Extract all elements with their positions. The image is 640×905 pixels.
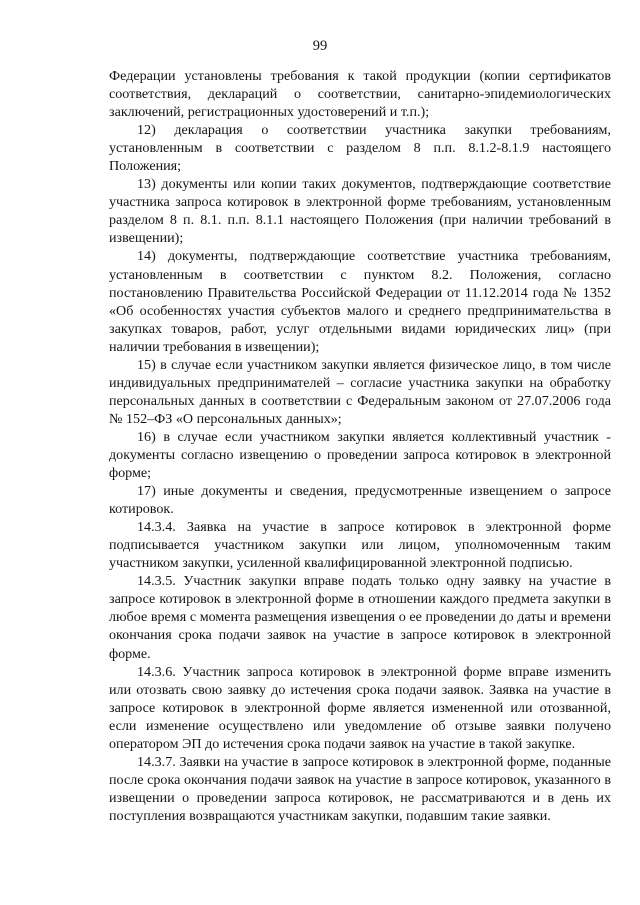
list-item-15: 15) в случае если участником закупки является физическое лицо, в том числе индивидуальных предпринимателей – согласие участника закупки на обработку персональных данных в соответствии с Федеральным законом от 27.07.2006 года № 152–ФЗ «О персональных данных»; — [109, 356, 611, 427]
list-item-17: 17) иные документы и сведения, предусмотренные извещением о запросе котировок. — [109, 483, 611, 518]
document-body — [109, 67, 611, 825]
list-item-14: 14) документы, подтверждающие соответствие участника требованиям, установленным в соответствии с пунктом 8.2. Положения, согласно постановлению Правительства Российской Федерации от 11.12.2014 года № 1352 «Об особенностях участия субъектов малого и среднего предпринимательства в закупках товаров, работ, услуг отдельными видами юридических лиц» (при наличии требования в извещении); — [109, 248, 611, 355]
clause-14-3-4: 14.3.4. Заявка на участие в запросе котировок в электронной форме подписывается участником закупки или лицом, уполномоченным таким участником закупки, усиленной квалифицированной электронной подписью. — [109, 519, 611, 572]
clause-14-3-5: 14.3.5. Участник закупки вправе подать только одну заявку на участие в запросе котировок в электронной форме в отношении каждого предмета закупки в любое время с момента размещения извещения о ее проведении до даты и времени окончания срока подачи заявок на участие в запросе котировок в электронной форме. — [109, 573, 611, 662]
paragraph-intro: Федерации установлены требования к такой продукции (копии сертификатов соответствия, деклараций о соответствии, санитарно-эпидемиологических заключений, регистрационных удостоверений и т.п.); — [109, 68, 611, 121]
list-item-16: 16) в случае если участником закупки является коллективный участник - документы согласно извещению о проведении запроса котировок в электронной форме; — [109, 428, 611, 482]
clause-14-3-6: 14.3.6. Участник запроса котировок в электронной форме вправе изменить или отозвать свою заявку до истечения срока подачи заявок. Заявка на участие в запросе котировок в электронной форме является измененной или отозванной, если изменение осуществлено или уведомление об отзыве заявки получено оператором ЭП до истечения срока подачи заявок на участие в такой закупке. — [109, 663, 611, 752]
list-item-12: 12) декларация о соответствии участника закупки требованиям, установленным в соответствии с разделом 8 п.п. 8.1.2-8.1.9 настоящего Положения; — [109, 122, 611, 175]
page-number: 99 — [312, 38, 328, 54]
clause-14-3-7: 14.3.7. Заявки на участие в запросе котировок в электронной форме, поданные после срока окончания подачи заявок на участие в запросе котировок, указанного в извещении о проведении запроса котировок, не рассматриваются и в день их поступления возвращаются участникам закупки, подавшим такие заявки. — [109, 753, 611, 824]
list-item-13: 13) документы или копии таких документов, подтверждающие соответствие участника запроса котировок в электронной форме требованиям, установленным разделом 8 п. 8.1. п.п. 8.1.1 настоящего Положения (при наличии требований в извещении); — [109, 176, 611, 247]
